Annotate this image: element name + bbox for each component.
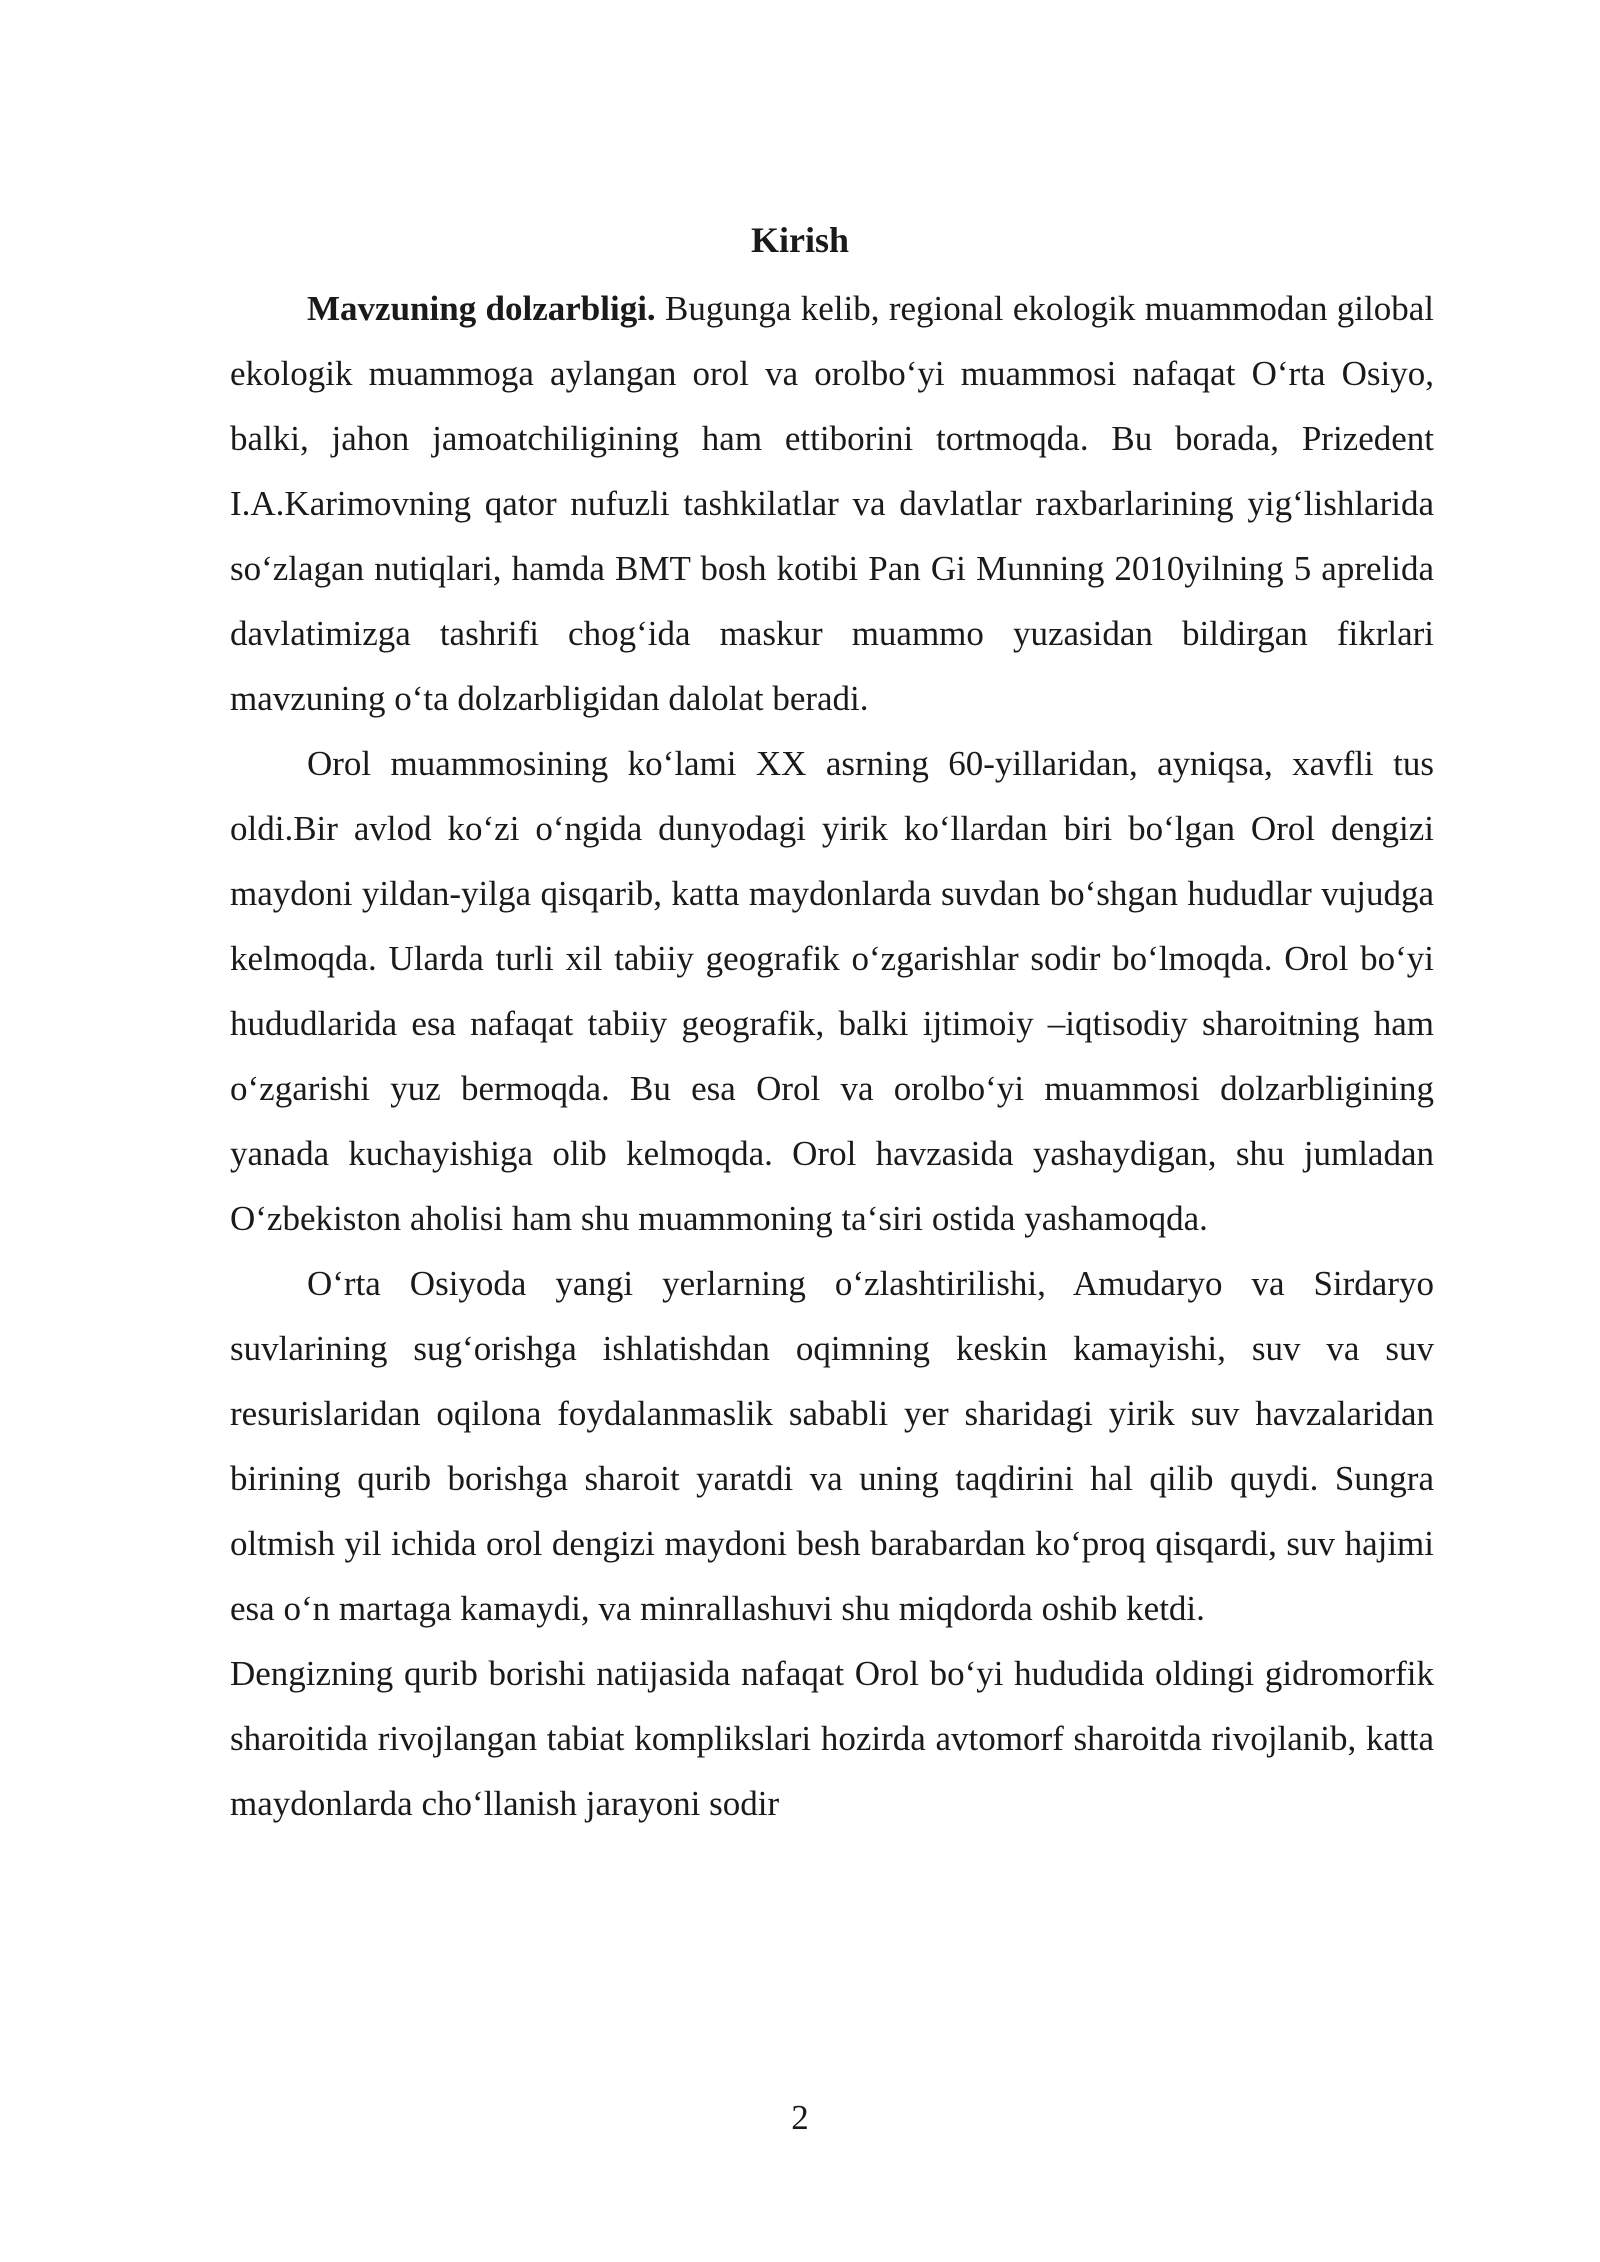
paragraph-lead: Mavzuning dolzarbligi. [307, 289, 656, 328]
paragraph-text: Bugunga kelib, regional ekologik muammodan gilobal ekologik muammoga aylangan orol va orolbo‘yi muammosi nafaqat O‘rta Osiyo, balki, jahon jamoatchiligining ham ettiborini tortmoqda. Bu borada, Prizedent I.A.Karimovning qator nufuzli tashkilatlar va davlatlar raxbarlarining yig‘lishlarida so‘zlagan nutiqlari, hamda BMT bosh kotibi Pan Gi Munning 2010yilning 5 aprelida davlatimizga tashrifi chog‘ida maskur muammo yuzasidan bildirgan fikrlari mavzuning o‘ta dolzarbligidan dalolat beradi. [230, 289, 1434, 718]
page-number: 2 [791, 2098, 809, 2137]
page-title: Kirish [750, 220, 849, 260]
paragraph-drying-sea: Dengizning qurib borishi natijasida nafaqat Orol bo‘yi hududida oldingi gidromorfik sharoitida rivojlangan tabiat komplikslari hozirda avtomorf sharoitda rivojlanib, katta maydonlarda cho‘llanish jarayoni sodir [230, 1654, 1434, 1823]
paragraph-aral-scale: Orol muammosining ko‘lami XX asrning 60-yillaridan, ayniqsa, xavfli tus oldi.Bir avlod ko‘zi o‘ngida dunyodagi yirik ko‘llardan biri bo‘lgan Orol dengizi maydoni yildan-yilga qisqarib, katta maydonlarda suvdan bo‘shgan hududlar vujudga kelmoqda. Ularda turli xil tabiiy geografik o‘zgarishlar sodir bo‘lmoqda. Orol bo‘yi hududlarida esa nafaqat tabiiy geografik, balki ijtimoiy –iqtisodiy sharoitning ham o‘zgarishi yuz bermoqda. Bu esa Orol va orolbo‘yi muammosi dolzarbligining yanada kuchayishiga olib kelmoqda. Orol havzasida yashaydigan, shu jumladan O‘zbekiston aholisi ham shu muammoning ta‘siri ostida yashamoqda. [230, 744, 1434, 1238]
document-body [230, 276, 1434, 1836]
paragraph-relevance [230, 276, 1434, 731]
paragraph-central-asia: O‘rta Osiyoda yangi yerlarning o‘zlashtirilishi, Amudaryo va Sirdaryo suvlarining sug‘orishga ishlatishdan oqimning keskin kamayishi, suv va suv resurislaridan oqilona foydalanmaslik sababli yer sharidagi yirik suv havzalaridan birining qurib borishga sharoit yaratdi va uning taqdirini hal qilib quydi. Sungra oltmish yil ichida orol dengizi maydoni besh barabardan ko‘proq qisqardi, suv hajimi esa o‘n martaga kamaydi, va minrallashuvi shu miqdorda oshib ketdi. [230, 1264, 1434, 1628]
